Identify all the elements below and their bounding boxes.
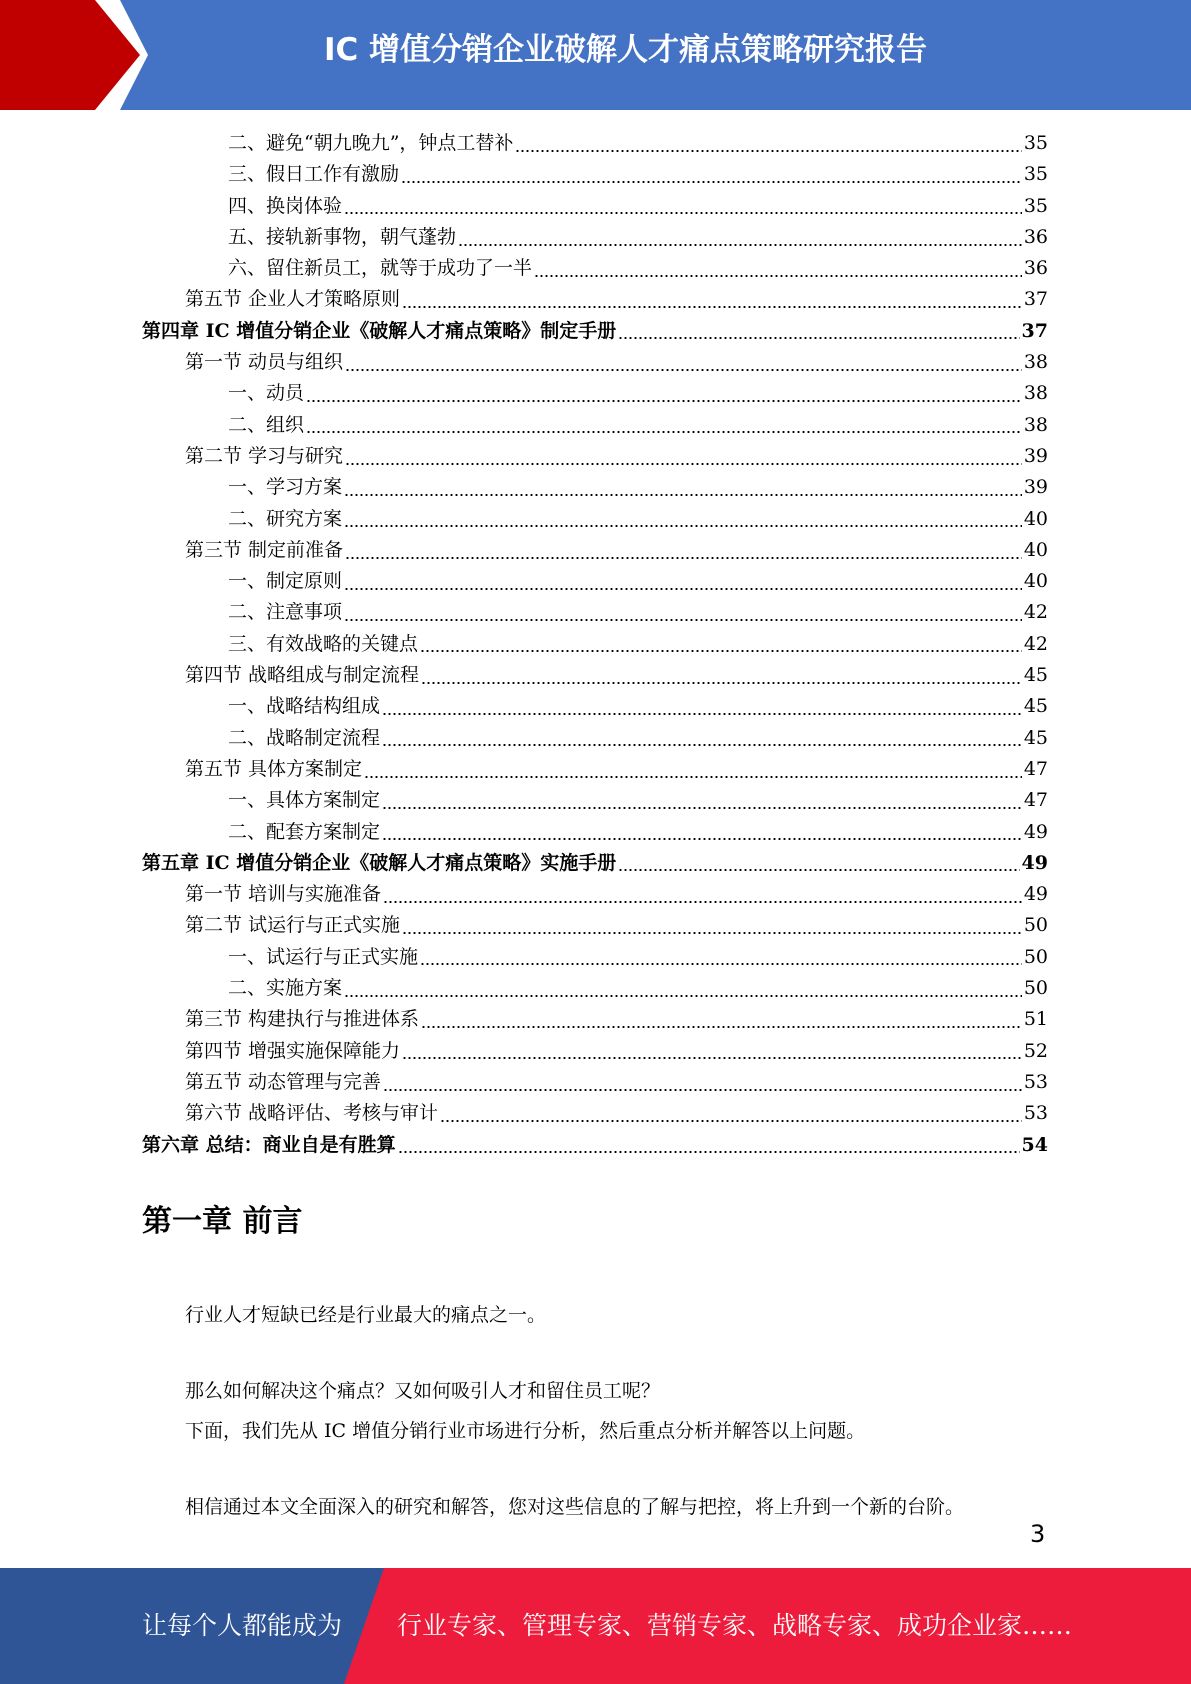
toc-entry-title: 二、避免“朝九晚九”，钟点工替补 [228,132,514,154]
toc-entry-page: 45 [1023,695,1048,718]
toc-entry-page: 50 [1023,914,1048,937]
toc-entry[interactable] [142,597,1048,628]
toc-entry-title: 第三节 构建执行与推进体系 [185,1008,420,1031]
toc-entry-page: 45 [1023,726,1048,749]
toc-entry-page: 49 [1023,883,1048,906]
toc-entry-page: 40 [1023,538,1048,561]
toc-dot-leader [618,867,1019,873]
toc-entry-title: 五、接轨新事物，朝气蓬勃 [228,225,457,248]
toc-entry-page: 37 [1021,319,1048,342]
toc-dot-leader [421,1024,1022,1030]
toc-dot-leader [382,711,1022,717]
toc-entry[interactable] [142,472,1048,503]
toc-dot-leader [421,680,1022,686]
toc-entry-page: 38 [1023,413,1048,436]
toc-entry[interactable] [142,222,1048,253]
toc-dot-leader [402,304,1022,310]
page-footer [0,1568,1191,1684]
toc-entry-page: 39 [1023,444,1048,467]
toc-entry-title: 第五节 具体方案制定 [185,757,363,780]
page-header [0,0,1191,110]
toc-entry-title: 二、组织 [228,413,305,436]
toc-entry-page: 35 [1023,163,1048,186]
toc-dot-leader [344,210,1022,216]
toc-entry-title: 二、研究方案 [228,507,343,530]
toc-entry[interactable] [142,785,1048,816]
footer-slogan-right: 行业专家、管理专家、营销专家、战略专家、成功企业家…… [397,1611,1073,1640]
toc-entry-page: 37 [1023,288,1048,311]
toc-entry-page: 52 [1023,1039,1048,1062]
toc-entry-title: 第六节 战略评估、考核与审计 [185,1102,439,1125]
footer-slogan-left: 让每个人都能成为 [142,1611,343,1640]
toc-entry-title: 二、实施方案 [228,977,343,1000]
toc-entry[interactable] [142,1130,1048,1161]
toc-dot-leader [382,805,1022,811]
toc-entry-page: 40 [1023,570,1048,593]
toc-entry[interactable] [142,660,1048,691]
toc-entry-page: 35 [1023,132,1048,154]
toc-entry[interactable] [142,410,1048,441]
header-title: IC 增值分销企业破解人才痛点策略研究报告 [323,32,928,68]
toc-entry-page: 45 [1023,664,1048,687]
toc-entry-page: 49 [1021,851,1048,874]
toc-dot-leader [344,492,1022,498]
toc-entry[interactable] [142,910,1048,941]
toc-entry[interactable] [142,691,1048,722]
toc-entry[interactable] [142,284,1048,315]
toc-entry-title: 第五节 企业人才策略原则 [185,288,401,311]
toc-entry-title: 三、假日工作有激励 [228,163,400,186]
toc-entry-page: 39 [1023,476,1048,499]
toc-dot-leader [382,742,1022,748]
toc-dot-leader [515,148,1021,154]
toc-entry-title: 第四节 增强实施保障能力 [185,1039,401,1062]
toc-entry-title: 第一节 培训与实施准备 [185,883,382,906]
toc-entry[interactable] [142,723,1048,754]
toc-entry[interactable] [142,504,1048,535]
toc-dot-leader [345,555,1022,561]
toc-entry-page: 38 [1023,382,1048,405]
toc-entry[interactable] [142,754,1048,785]
toc-entry-title: 第六章 总结：商业自是有胜算 [142,1133,396,1156]
toc-dot-leader [420,961,1022,967]
toc-dot-leader [344,617,1022,623]
toc-dot-leader [306,429,1022,435]
toc-entry-page: 36 [1023,257,1048,280]
toc-entry-title: 第三节 制定前准备 [185,538,344,561]
toc-entry-title: 三、有效战略的关键点 [228,632,419,655]
toc-entry-page: 49 [1023,820,1048,843]
toc-dot-leader [534,273,1022,279]
toc-entry-page: 40 [1023,507,1048,530]
toc-entry-page: 53 [1023,1102,1048,1125]
toc-entry-title: 二、战略制定流程 [228,726,381,749]
toc-entry-page: 47 [1023,789,1048,812]
toc-entry[interactable] [142,1036,1048,1067]
toc-dot-leader [383,899,1022,905]
toc-entry[interactable] [142,942,1048,973]
toc-dot-leader [440,1118,1022,1124]
chapter-heading: 第一章 前言 [142,1204,303,1239]
toc-entry[interactable] [142,629,1048,660]
toc-entry-page: 38 [1023,351,1048,374]
page-number: 3 [1030,1520,1046,1548]
paragraph-1: 行业人才短缺已经是行业最大的痛点之一。 [185,1304,547,1326]
toc-entry[interactable] [142,879,1048,910]
toc-entry-title: 第二节 试运行与正式实施 [185,914,401,937]
toc-entry-title: 一、试运行与正式实施 [228,945,419,968]
toc-entry[interactable] [142,973,1048,1004]
toc-entry-title: 二、注意事项 [228,601,343,624]
toc-dot-leader [402,930,1022,936]
toc-entry-title: 六、留住新员工，就等于成功了一半 [228,257,533,280]
toc-entry[interactable] [142,1098,1048,1129]
toc-entry-title: 第五节 动态管理与完善 [185,1070,382,1093]
toc-dot-leader [344,523,1022,529]
toc-dot-leader [402,1055,1022,1061]
toc-entry[interactable] [142,128,1048,159]
toc-entry-title: 二、配套方案制定 [228,820,381,843]
toc-entry[interactable] [142,378,1048,409]
toc-entry[interactable] [142,253,1048,284]
toc-entry-title: 第四节 战略组成与制定流程 [185,664,420,687]
toc-dot-leader [383,1087,1022,1093]
toc-entry-title: 第一节 动员与组织 [185,351,344,374]
toc-entry-page: 36 [1023,225,1048,248]
toc-dot-leader [420,648,1022,654]
toc-entry[interactable] [142,817,1048,848]
toc-dot-leader [618,335,1019,341]
toc-entry-page: 50 [1023,945,1048,968]
toc-dot-leader [401,179,1022,185]
toc-entry-page: 42 [1023,601,1048,624]
toc-entry-title: 一、制定原则 [228,570,343,593]
toc-dot-leader [344,586,1022,592]
toc-entry[interactable] [142,1004,1048,1035]
toc-entry[interactable] [142,535,1048,566]
toc-entry[interactable] [142,441,1048,472]
toc-entry[interactable] [142,191,1048,222]
toc-dot-leader [345,461,1022,467]
toc-entry-page: 50 [1023,977,1048,1000]
toc-entry-title: 第二节 学习与研究 [185,444,344,467]
toc-entry-title: 四、换岗体验 [228,194,343,217]
toc-entry-page: 54 [1021,1133,1048,1156]
toc-entry[interactable] [142,159,1048,190]
toc-entry[interactable] [142,316,1048,347]
toc-dot-leader [364,774,1022,780]
toc-entry[interactable] [142,347,1048,378]
paragraph-3: 下面，我们先从 IC 增值分销行业市场进行分析，然后重点分析并解答以上问题。 [185,1420,866,1442]
toc-entry-page: 51 [1023,1008,1048,1031]
toc-dot-leader [344,993,1022,999]
toc-entry-title: 一、动员 [228,382,305,405]
toc-entry-page: 47 [1023,757,1048,780]
toc-dot-leader [398,1149,1020,1155]
toc-entry-page: 35 [1023,194,1048,217]
toc-dot-leader [345,367,1022,373]
toc-entry-title: 第五章 IC 增值分销企业《破解人才痛点策略》实施手册 [142,851,617,874]
toc-dot-leader [382,836,1022,842]
toc-dot-leader [306,398,1022,404]
toc-entry[interactable] [142,566,1048,597]
paragraph-4: 相信通过本文全面深入的研究和解答，您对这些信息的了解与把控，将上升到一个新的台阶。 [185,1496,965,1518]
toc-entry-title: 第四章 IC 增值分销企业《破解人才痛点策略》制定手册 [142,319,617,342]
toc-entry-title: 一、学习方案 [228,476,343,499]
toc-entry-page: 42 [1023,632,1048,655]
toc-entry[interactable] [142,848,1048,879]
table-of-contents [142,128,1048,1161]
toc-entry-page: 53 [1023,1070,1048,1093]
toc-entry-title: 一、战略结构组成 [228,695,381,718]
toc-entry-title: 一、具体方案制定 [228,789,381,812]
toc-entry[interactable] [142,1067,1048,1098]
paragraph-2: 那么如何解决这个痛点？又如何吸引人才和留住员工呢？ [185,1380,661,1402]
toc-dot-leader [458,242,1022,248]
